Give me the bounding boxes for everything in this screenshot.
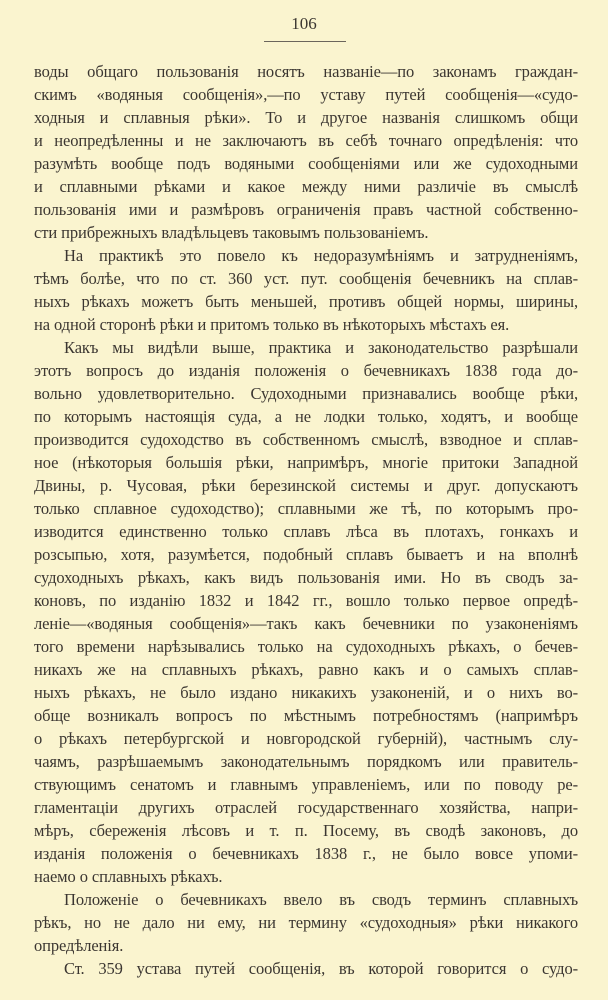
text-line: и неопредѣленны и не заключаютъ въ себѣ точнаго опредѣленія: что	[34, 131, 578, 150]
text-line: ныхъ рѣкахъ, не было издано никакихъ узаконеній, и о нихъ во-	[34, 683, 578, 702]
text-line: никахъ же на сплавныхъ рѣкахъ, равно какъ и о самыхъ сплав-	[34, 660, 578, 679]
text-line: На практикѣ это повело къ недоразумѣніямъ и затрудненіямъ,	[64, 246, 578, 265]
page-number: 106	[291, 14, 317, 33]
text-line: розсыпью, хотя, разумѣется, подобный сплавъ бываетъ и на вполнѣ	[34, 545, 578, 564]
text-line: на одной сторонѣ рѣки и притомъ только въ нѣкоторыхъ мѣстахъ ея.	[34, 315, 510, 334]
page-body-text	[34, 60, 578, 980]
text-line: коновъ, по изданію 1832 и 1842 гг., вошло только первое опредѣ-	[34, 591, 578, 610]
text-line: разумѣть вообще подъ водяными сообщеніями или же судоходными	[34, 154, 578, 173]
text-line: сти прибрежныхъ владѣльцевъ таковымъ пользованіемъ.	[34, 223, 429, 242]
text-line: гламентаціи другихъ отраслей государственнаго хозяйства, напри-	[34, 798, 578, 817]
text-line: ныхъ рѣкахъ можетъ быть меньшей, противъ общей нормы, ширины,	[34, 292, 578, 311]
text-line: тѣмъ болѣе, что по ст. 360 уст. пут. сообщенія бечевникъ на сплав-	[34, 269, 578, 288]
text-line: изданія положенія о бечевникахъ 1838 г., не было вовсе упоми-	[34, 844, 578, 863]
text-line: воды общаго пользованія носятъ названіе—по законамъ граждан-	[34, 62, 578, 81]
text-line: ное (нѣкоторыя большія рѣки, напримѣръ, многіе притоки Западной	[34, 453, 578, 472]
text-line: Двины, р. Чусовая, рѣки березинской системы и друг. допускаютъ	[34, 476, 578, 495]
page-number-rule	[264, 41, 346, 42]
text-line: наемо о сплавныхъ рѣкахъ.	[34, 867, 223, 886]
text-line: по которымъ настоящія суда, а не лодки только, ходятъ, и вообще	[34, 407, 578, 426]
text-line: опредѣленія.	[34, 936, 124, 955]
text-line: того времени нарѣзывались только на судоходныхъ рѣкахъ, о бечев-	[34, 637, 578, 656]
text-line: скимъ «водяныя сообщенія»,—по уставу путей сообщенія—«судо-	[34, 85, 578, 104]
text-line: производится судоходство въ собственномъ смыслѣ, взводное и сплав-	[34, 430, 578, 449]
text-line: Положеніе о бечевникахъ ввело въ сводъ терминъ сплавныхъ	[64, 890, 578, 909]
text-line: мѣръ, сбереженія лѣсовъ и т. п. Посему, въ сводѣ законовъ, до	[34, 821, 578, 840]
text-line: обще возникалъ вопросъ по мѣстнымъ потребностямъ (напримѣръ	[34, 706, 578, 725]
text-line: леніе—«водяныя сообщенія»—такъ какъ бечевники по узаконеніямъ	[34, 614, 578, 633]
text-line: судоходныхъ рѣкахъ, какъ видъ пользованія ими. Но въ сводъ за-	[34, 568, 578, 587]
text-line: чаямъ, разрѣшаемымъ законодательнымъ порядкомъ или правитель-	[34, 752, 578, 771]
text-line: вольно удовлетворительно. Судоходными признавались вообще рѣки,	[34, 384, 578, 403]
text-line: изводится единственно только сплавъ лѣса въ плотахъ, гонкахъ и	[34, 522, 578, 541]
text-line: и сплавными рѣками и какое между ними различіе въ смыслѣ	[34, 177, 578, 196]
text-line: только сплавное судоходство); сплавными же тѣ, по которымъ про-	[34, 499, 578, 518]
text-line: ходныя и сплавныя рѣки». То и другое названія слишкомъ общи	[34, 108, 578, 127]
text-line: о рѣкахъ петербургской и новгородской губерній), частнымъ слу-	[34, 729, 578, 748]
text-line: этотъ вопросъ до изданія положенія о бечевникахъ 1838 года до-	[34, 361, 578, 380]
text-line: ствующимъ сенатомъ и главнымъ управленіемъ, или по поводу ре-	[34, 775, 578, 794]
text-line: Какъ мы видѣли выше, практика и законодательство разрѣшали	[64, 338, 578, 357]
text-line: рѣкъ, но не дало ни ему, ни термину «судоходныя» рѣки никакого	[34, 913, 578, 932]
text-line: пользованія ими и размѣровъ ограниченія правъ частной собственно-	[34, 200, 578, 219]
text-line: Ст. 359 устава путей сообщенія, въ которой говорится о судо-	[64, 959, 578, 978]
